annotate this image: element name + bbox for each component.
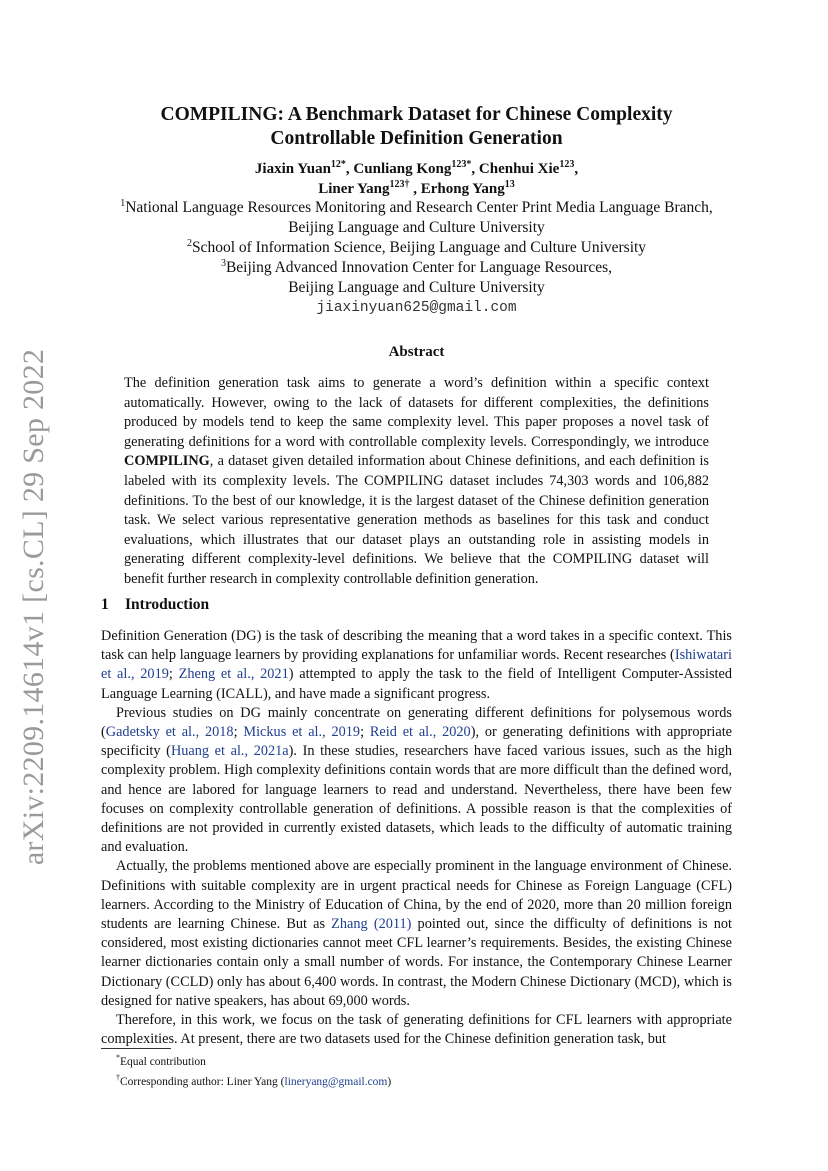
arxiv-id: arXiv:2209.14614v1 [cs.CL] 29 Sep 2022 bbox=[17, 348, 51, 866]
author-name: Chenhui Xie bbox=[478, 161, 560, 177]
author-mark: 123† bbox=[389, 179, 410, 190]
author-name: Erhong Yang bbox=[420, 181, 505, 197]
affiliation-line: School of Information Science, Beijing Language and Culture University bbox=[191, 239, 647, 256]
footnote-text: Corresponding author: Liner Yang ( bbox=[120, 1075, 285, 1088]
text-run: Previous studies on DG mainly concentrate on generating different definitions for polysemous words ( bbox=[101, 704, 732, 741]
title-line-2: Controllable Definition Generation bbox=[270, 128, 563, 149]
text-run: ), or generating definitions with appropriate specificity ( bbox=[101, 724, 733, 760]
text-run: ; bbox=[233, 724, 244, 741]
citation-link[interactable]: Ishiwatari et al., 2019 bbox=[101, 647, 732, 683]
author-email: jiaxinyuan625@gmail.com bbox=[316, 300, 517, 316]
footnote bbox=[116, 1070, 391, 1090]
citation-link[interactable]: Reid et al., 2020 bbox=[369, 724, 471, 741]
author-mark: 123 bbox=[559, 159, 575, 170]
arxiv-watermark bbox=[14, 348, 54, 866]
text-run: Actually, the problems mentioned above are especially prominent in the language environment of Chinese. Definitions with suitable complexity are in urgent practical needs for Chinese as Foreign Language (CFL) learners. According to the Ministry of Education of China, by the end of 2020, more than 20 million foreign students are learning Chinese. But as bbox=[101, 858, 732, 933]
affil-mark: 3 bbox=[220, 257, 226, 269]
author-name: Cunliang Kong bbox=[353, 161, 452, 177]
citation-link[interactable]: Gadetsky et al., 2018 bbox=[105, 724, 234, 741]
abstract-bold: COMPILING bbox=[124, 453, 210, 470]
affiliation-line: Beijing Advanced Innovation Center for Language Resources, bbox=[225, 259, 613, 276]
text-run: pointed out, since the difficulty of definitions is not considered, most existing dictionaries cannot meet CFL learner’s requirements. Besides, the existing Chinese learner dictionaries contain only a small number of words. For instance, the Contemporary Chinese Learner Dictionary (CCLD) only has about 6,400 words. In contrast, the Modern Chinese Dictionary (MCD), which is designed for native speakers, has about 69,000 words. bbox=[101, 916, 733, 1009]
footnote-mark: † bbox=[116, 1072, 120, 1082]
footnote-text: ) bbox=[387, 1075, 392, 1088]
footnotes bbox=[116, 1050, 391, 1090]
author-mark: 13 bbox=[504, 179, 515, 190]
email-link[interactable]: lineryang@gmail.com bbox=[284, 1075, 388, 1088]
title-line-1: COMPILING: A Benchmark Dataset for Chinese Complexity bbox=[160, 104, 673, 125]
section-number: 1 bbox=[101, 596, 109, 613]
abstract-part: , a dataset given detailed information about Chinese definitions, and each definition is labeled with its complexity levels. The COMPILING dataset includes 74,303 words and 106,882 definitions. To the best of our knowledge, it is the largest dataset of the Chinese definition generation task. We select various representative generation methods as baselines for this task and conduct evaluations, which illustrates that our dataset plays an outstanding role in assisting models in generating different complexity-level definitions. We believe that the COMPILING dataset will benefit further research in complexity controllable definition generation. bbox=[124, 453, 709, 587]
abstract-part: The definition generation task aims to generate a word’s definition within a specific context automatically. However, owing to the lack of datasets for different complexities, the definitions produced by models tend to keep the same complexity level. This paper proposes a novel task of generating definitions for a word with controllable complexity levels. Correspondingly, we introduce bbox=[124, 375, 709, 450]
section-title: Introduction bbox=[125, 596, 210, 613]
citation-link[interactable]: Mickus et al., 2019 bbox=[243, 724, 361, 741]
abstract-text bbox=[124, 374, 709, 590]
affiliation-line: National Language Resources Monitoring and Research Center Print Media Language Branch, bbox=[125, 199, 713, 216]
affil-mark: 1 bbox=[120, 197, 126, 209]
author-mark: 12* bbox=[330, 159, 346, 170]
affil-mark: 2 bbox=[186, 237, 192, 249]
affiliations bbox=[101, 198, 732, 318]
text-run: Definition Generation (DG) is the task of describing the meaning that a word takes in a specific context. This task can help language learners by providing explanations for unfamiliar words. Recent researches ( bbox=[101, 628, 732, 664]
footnote bbox=[116, 1050, 391, 1070]
affiliation-line: Beijing Language and Culture University bbox=[288, 279, 545, 296]
text-run: ) attempted to apply the task to the field of Intelligent Computer-Assisted Language Learning (ICALL), and have made a significant progress. bbox=[101, 666, 732, 702]
section-heading bbox=[101, 596, 209, 614]
footnote-mark: * bbox=[116, 1053, 120, 1062]
paragraph bbox=[101, 857, 732, 1011]
citation-link[interactable]: Huang et al., 2021a bbox=[170, 743, 289, 760]
affiliation-line: Beijing Language and Culture University bbox=[288, 219, 545, 236]
paragraph bbox=[101, 1011, 732, 1049]
text-run: ). In these studies, researchers have faced various issues, such as the high complexity problem. High complexity definitions contain words that are more difficult than the defined word, and hence are labored for language learners to read and understand. Nevertheless, there have been few focuses on complexity controllable generation of definitions. A possible reason is that the complexities of definitions are not provided in currently existed datasets, which leads to the difficulty of automatic training and evaluation. bbox=[101, 743, 733, 856]
citation-link[interactable]: Zheng et al., 2021 bbox=[178, 666, 289, 683]
author-list: Jiaxin Yuan$^{12*}$, Cunliang Kong$^{123*}$, Chenhui Xie$^{123}$, Liner Yang$^{123\dagger}$ , Erhong Yang$^{13}$ bbox=[254, 159, 579, 197]
paper-title bbox=[101, 103, 732, 151]
citation-link[interactable]: Zhang (2011) bbox=[331, 916, 412, 933]
text-run: ; bbox=[360, 724, 370, 741]
footnote-rule bbox=[101, 1048, 171, 1049]
intro-body bbox=[101, 627, 732, 1049]
text-run: Therefore, in this work, we focus on the task of generating definitions for CFL learners with appropriate complexities. At present, there are two datasets used for the Chinese definition generation task, but bbox=[101, 1012, 732, 1048]
abstract-heading: Abstract bbox=[388, 344, 445, 360]
paragraph bbox=[101, 704, 732, 858]
paragraph bbox=[101, 627, 732, 704]
footnote-text: Equal contribution bbox=[120, 1055, 206, 1068]
text-run: ; bbox=[168, 666, 179, 683]
author-name: Jiaxin Yuan bbox=[254, 161, 331, 177]
author-name: Liner Yang bbox=[318, 181, 390, 197]
author-mark: 123* bbox=[451, 159, 472, 170]
